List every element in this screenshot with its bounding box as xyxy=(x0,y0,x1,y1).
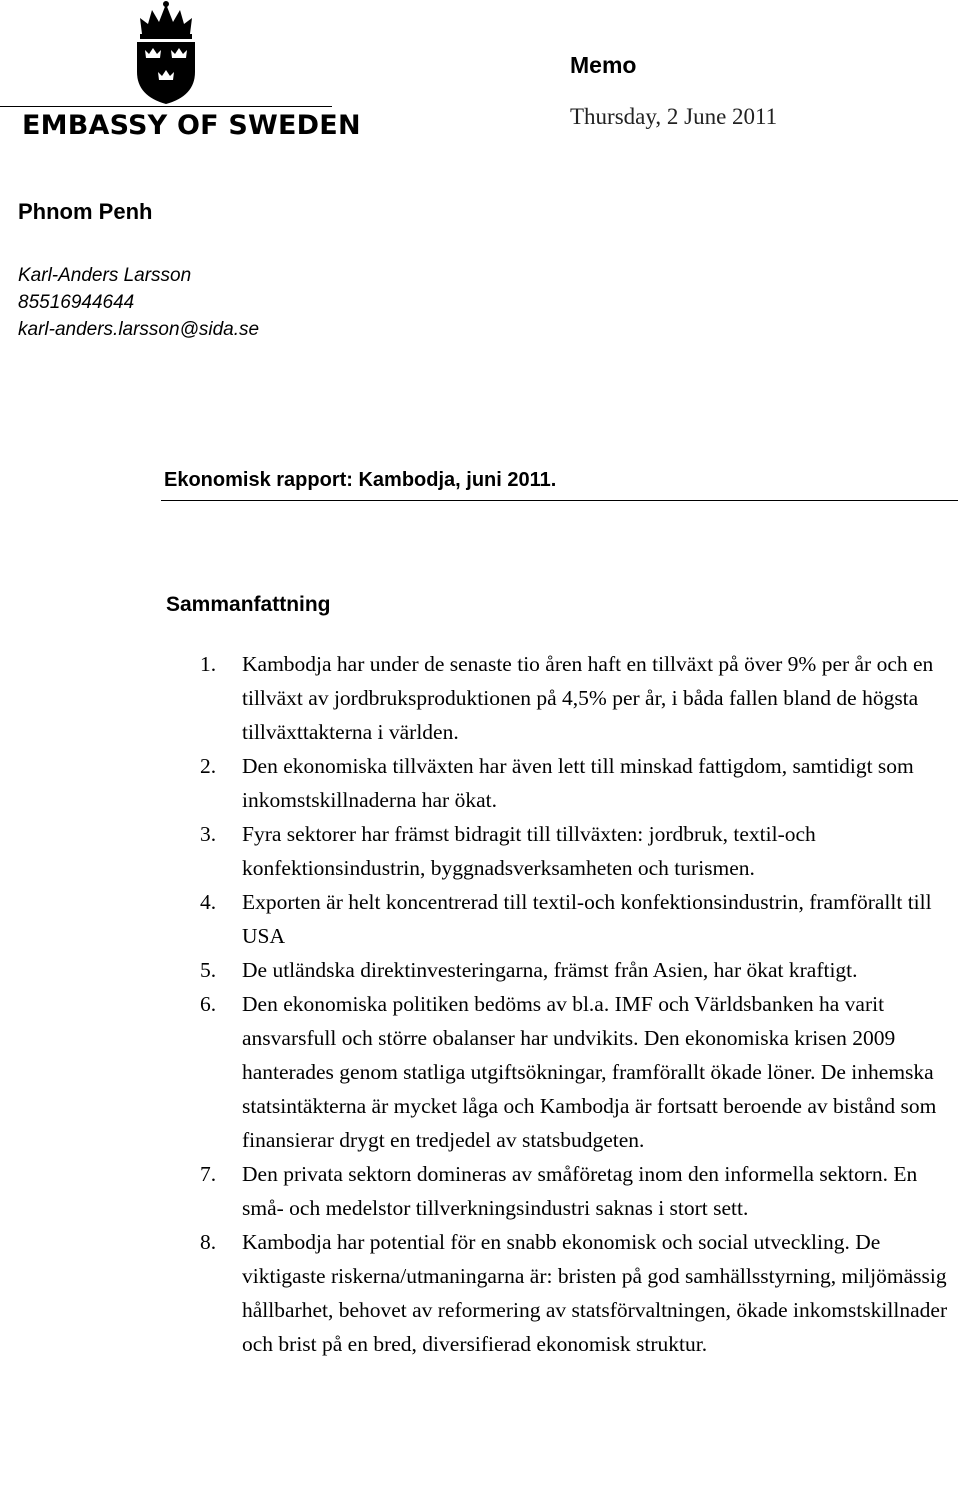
list-item xyxy=(200,987,960,1157)
list-item xyxy=(200,1157,960,1225)
list-item xyxy=(200,749,960,817)
sender-email: karl-anders.larsson@sida.se xyxy=(18,319,260,340)
list-item-number: 8. xyxy=(200,1230,217,1254)
list-item xyxy=(200,953,960,987)
list-item-number: 1. xyxy=(200,652,217,676)
list-item-text: Den privata sektorn domineras av småföretag inom den informella sektorn. En små- och medelstor tillverkningsindustri saknas i stort sett. xyxy=(242,1162,918,1220)
list-item-text: Kambodja har potential för en snabb ekonomisk och social utveckling. De viktigaste riskerna/utmaningarna är: bristen på god samhällsstyrning, miljömässig hållbarhet, behovet av reformering av statsförvaltningen, ökade inkomstskillnader och brist på en bred, diversifierad ekonomisk struktur. xyxy=(242,1230,948,1356)
list-item xyxy=(200,647,960,749)
list-item-number: 7. xyxy=(200,1162,217,1186)
list-item-text: Den ekonomiska tillväxten har även lett till minskad fattigdom, samtidigt som inkomstskillnaderna har ökat. xyxy=(242,754,914,812)
list-item-text: Fyra sektorer har främst bidragit till tillväxten: jordbruk, textil-och konfektionsindustrin, byggnadsverksamheten och turismen. xyxy=(242,822,816,880)
memo-date: Thursday, 2 June 2011 xyxy=(570,104,778,129)
list-item-text: Exporten är helt koncentrerad till textil-och konfektionsindustrin, framförallt till USA xyxy=(242,890,932,948)
list-item-number: 6. xyxy=(200,992,217,1016)
sender-name: Karl-Anders Larsson xyxy=(18,265,192,286)
memo-title: Memo xyxy=(570,52,637,78)
sender-phone: 85516944644 xyxy=(18,292,135,313)
report-title: Ekonomisk rapport: Kambodja, juni 2011. xyxy=(164,469,557,491)
list-item xyxy=(200,885,960,953)
list-item-number: 5. xyxy=(200,958,217,982)
list-item-number: 2. xyxy=(200,754,217,778)
list-item xyxy=(200,817,960,885)
list-item xyxy=(200,1225,960,1361)
sender-location: Phnom Penh xyxy=(18,199,153,224)
coat-of-arms-icon xyxy=(128,0,204,106)
list-item-text: De utländska direktinvesteringarna, främst från Asien, har ökat kraftigt. xyxy=(242,958,858,982)
list-item-number: 3. xyxy=(200,822,217,846)
logo-divider xyxy=(0,106,332,107)
summary-list xyxy=(200,647,960,1361)
title-underline xyxy=(161,500,958,501)
section-heading: Sammanfattning xyxy=(166,593,331,616)
list-item-number: 4. xyxy=(200,890,217,914)
embassy-logo xyxy=(0,0,361,150)
list-item-text: Den ekonomiska politiken bedöms av bl.a. IMF och Världsbanken ha varit ansvarsfull och större obalanser har undvikits. Den ekonomiska krisen 2009 hanterades genom statliga utgiftsökningar, framförallt ökade löner. De inhemska statsintäkterna är mycket låga och Kambodja är fortsatt beroende av bistånd som finansierar drygt en tredjedel av statsbudgeten. xyxy=(242,992,937,1152)
list-item-text: Kambodja har under de senaste tio åren haft en tillväxt på över 9% per år och en tillväxt av jordbruksproduktionen på 4,5% per år, i båda fallen bland de högsta tillväxttakterna i världen. xyxy=(242,652,934,744)
logo-wordmark: EMBASSY OF SWEDEN xyxy=(22,110,361,141)
